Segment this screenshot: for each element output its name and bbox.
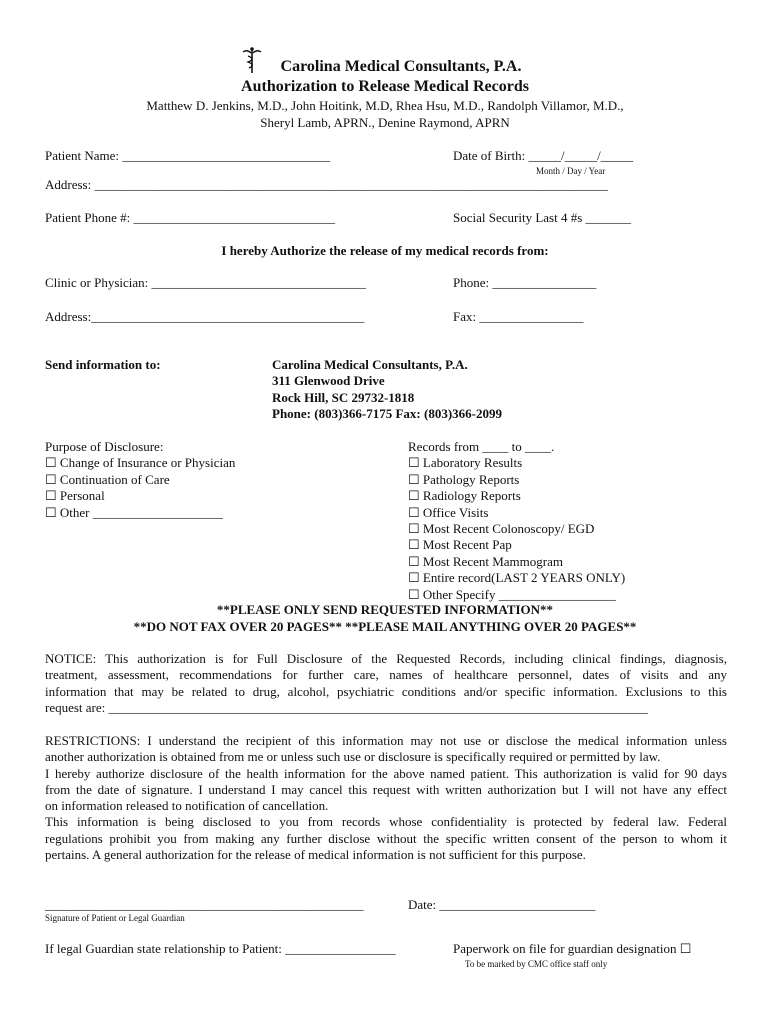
- patient-phone-field[interactable]: Patient Phone #: _______________________________: [45, 210, 335, 225]
- records-option-mammogram[interactable]: ☐ Most Recent Mammogram: [408, 553, 563, 569]
- records-option-colonoscopy[interactable]: ☐ Most Recent Colonoscopy/ EGD: [408, 521, 595, 537]
- send-info-label: Send information to:: [45, 357, 161, 372]
- purpose-option-continuation[interactable]: ☐ Continuation of Care: [45, 471, 170, 487]
- records-option-pathology[interactable]: ☐ Pathology Reports: [408, 471, 520, 487]
- providers-line-1: Matthew D. Jenkins, M.D., John Hoitink, M.D, Rhea Hsu, M.D., Randolph Villamor, M.D.,: [146, 98, 624, 113]
- purpose-title: Purpose of Disclosure:: [45, 439, 164, 454]
- signature-date-field[interactable]: Date: ________________________: [408, 897, 596, 912]
- warning-requested-only: **PLEASE ONLY SEND REQUESTED INFORMATION**: [216, 602, 554, 617]
- purpose-of-disclosure: [45, 439, 235, 521]
- purpose-option-other[interactable]: ☐ Other ____________________: [45, 504, 223, 520]
- clinic-name: Carolina Medical Consultants, P.A.: [280, 58, 522, 75]
- records-date-range[interactable]: Records from ____ to ____.: [408, 439, 555, 454]
- exclusions-field[interactable]: request are: ___________________________________________________________________________________: [45, 699, 649, 715]
- clinic-address-field[interactable]: Address:__________________________________________: [45, 309, 365, 324]
- staff-only-note: To be marked by CMC office staff only: [465, 959, 608, 969]
- signature-label: Signature of Patient or Legal Guardian: [45, 913, 185, 923]
- purpose-option-change-insurance[interactable]: ☐ Change of Insurance or Physician: [45, 455, 236, 471]
- clinic-fax-field[interactable]: Fax: ________________: [453, 309, 584, 324]
- form-title: Authorization to Release Medical Records: [241, 78, 529, 95]
- patient-name-field[interactable]: Patient Name: ________________________________: [45, 148, 331, 163]
- restrictions-paragraph: RESTRICTIONS: I understand the recipient of this information may not use or disclose the medical information unless another authorization is obtained from me or unless such use or disclosure is specifically required or permitted by law. I hereby authorize disclosure of the health information for the above named patient. This authorization is valid for 90 days from the date of signature. I understand I may cancel this request with written authorization but I will not have any effect on information released to notification of cancellation. This information is being disclosed to you from records whose confidentiality is protected by federal law. Federal regulations prohibit you from making any further disclose without the specific written consent of the person to whom it pertains. A general authorization for the release of medical information is not sufficient for this purpose.: [45, 733, 727, 863]
- warning-fax-limit: **DO NOT FAX OVER 20 PAGES** **PLEASE MAIL ANYTHING OVER 20 PAGES**: [133, 619, 637, 634]
- clinic-phone-field[interactable]: Phone: ________________: [453, 275, 597, 290]
- signature-line[interactable]: _________________________________________________: [45, 897, 364, 912]
- guardian-paperwork-checkbox[interactable]: Paperwork on file for guardian designation ☐: [453, 941, 692, 956]
- providers-line-2: Sheryl Lamb, APRN., Denine Raymond, APRN: [260, 115, 510, 130]
- send-to-line-1: Carolina Medical Consultants, P.A.: [272, 357, 468, 372]
- records-option-entire[interactable]: ☐ Entire record(LAST 2 YEARS ONLY): [408, 570, 626, 586]
- guardian-relationship-field[interactable]: If legal Guardian state relationship to Patient: _________________: [45, 941, 396, 956]
- authorize-heading: I hereby Authorize the release of my medical records from:: [221, 243, 549, 258]
- clinic-physician-field[interactable]: Clinic or Physician: _________________________________: [45, 275, 367, 290]
- send-to-address: [272, 357, 502, 422]
- date-of-birth-field[interactable]: Date of Birth: _____/_____/_____: [453, 148, 634, 163]
- records-option-lab[interactable]: ☐ Laboratory Results: [408, 455, 523, 471]
- records-option-office-visits[interactable]: ☐ Office Visits: [408, 504, 489, 520]
- dob-format-hint: Month / Day / Year: [536, 166, 606, 176]
- notice-paragraph: NOTICE: This authorization is for Full Disclosure of the Requested Records, including clinical findings, diagnosis, treatment, assessment, recommendations for further care, names of healthcare personnel, dates of visits and any information that may be related to drug, alcohol, psychiatric conditions and/or specific information. Exclusions to this request are: ___________________________________________________________________________________: [45, 651, 727, 715]
- patient-address-field[interactable]: Address: _______________________________________________________________________________: [45, 177, 608, 192]
- send-to-line-3: Rock Hill, SC 29732-1818: [272, 389, 415, 405]
- purpose-option-personal[interactable]: ☐ Personal: [45, 488, 105, 504]
- records-requested: [408, 439, 625, 603]
- ssn-last4-field[interactable]: Social Security Last 4 #s _______: [453, 210, 632, 225]
- records-option-radiology[interactable]: ☐ Radiology Reports: [408, 488, 521, 504]
- records-option-pap[interactable]: ☐ Most Recent Pap: [408, 537, 512, 553]
- records-option-other[interactable]: ☐ Other Specify __________________: [408, 586, 616, 602]
- send-to-line-2: 311 Glenwood Drive: [272, 373, 385, 389]
- send-to-line-4: Phone: (803)366-7175 Fax: (803)366-2099: [272, 405, 502, 421]
